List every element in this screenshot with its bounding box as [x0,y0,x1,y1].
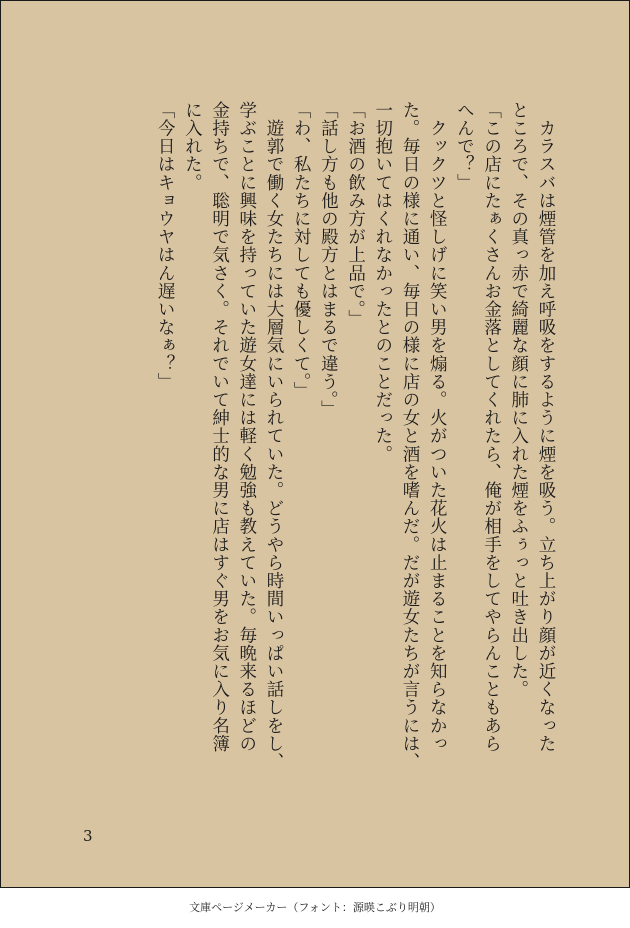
text-line: 遊郭で働く女たちには大層気にいられていた。どうやら時間いっぱい話しをし、 [263,101,284,771]
text-line: 金持ちで、聡明で気さく。それでいて紳士的な男に店はすぐ男をお気に入り名簿 [209,101,230,753]
text-line: 一切抱いてはくれなかったとのことだった。 [372,101,393,463]
text-line: 「お酒の飲み方が上品で。」 [345,101,366,328]
text-line: に入れた。 [182,101,203,192]
text-line: カラスバは煙管を加え呼吸をするように煙を吸う。立ち上がり顔が近くなった [536,101,556,753]
text-line: 学ぶことに興味を持っていた遊女達には軽く勉強も教えていた。毎晩来るほどの [236,101,257,753]
text-line: ところで、その真っ赤で綺麗な顔に肺に入れた煙をふぅっと吐き出した。 [508,101,529,699]
text-line: 「話し方も他の殿方とはまるで違う。」 [318,101,339,419]
text-line: 「わ、私たちに対しても優しくて。」 [291,101,312,400]
text-line: 「今日はキョウヤはん遅いなぁ？」 [155,101,176,391]
text-line: クックツと怪しげに笑い男を煽る。火がついた花火は止まることを知らなかっ [427,101,448,753]
text-line: 「この店にたぁくさんお金落としてくれたら、俺が相手をしてやらんこともあら [481,101,502,753]
page-number: 3 [83,827,93,845]
text-line: た。毎日の様に通い、毎日の様に店の女と酒を嗜んだ。だが遊女たちが言うには、 [399,101,420,771]
text-line: へんで？」 [454,101,475,192]
vertical-text-body [151,101,559,811]
footer-caption: 文庫ページメーカー（フォント：源暎こぶり明朝） [189,901,441,914]
